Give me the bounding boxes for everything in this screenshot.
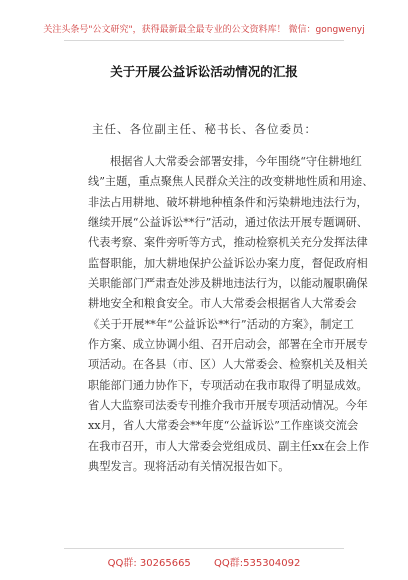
header-divider [64,40,344,41]
body-line: 关职能部门严肃查处涉及耕地违法行为，以能动履职确保 [88,277,368,291]
body-line: 《关于开展**年“公益诉讼**行”活动的方案》，制定工 [88,317,354,331]
document-title: 关于开展公益诉讼活动情况的汇报 [110,64,298,79]
body-line: 项活动。在各县（市、区）人大常委会、检察机关及相关 [88,358,368,372]
header-promo-note: 关注头条号"公文研究"，获得最新最全最专业的公文资料库！ 微信：gongwenyj [43,25,365,35]
footer-divider [64,548,344,549]
body-line: 省人大监察司法委专刊推介我市开展专项活动情况。今年 [88,399,368,413]
footer-contact [0,554,408,569]
body-line: xx月，省人大常委会**年度“公益诉讼”工作座谈交流会 [88,419,359,433]
document-salutation: 主任、各位副主任、秘书长、各位委员： [92,122,317,136]
footer-qq-group-2: QQ群:535304092 [214,558,301,569]
body-line: 典型发言。现将活动有关情况报告如下。 [88,460,290,474]
body-line: 监督职能，加大耕地保护公益诉讼办案力度，督促政府相 [88,256,368,270]
body-line: 根据省人大常委会部署安排，今年围绕“守住耕地红 [110,155,362,168]
body-line: 代表考察、案件旁听等方式，推动检察机关充分发挥法律 [88,236,368,250]
footer-qq-group-1: QQ群: 30265665 [107,558,191,569]
body-line: 耕地安全和粮食安全。市人大常委会根据省人大常委会 [88,297,357,311]
body-line: 职能部门通力协作下，专项活动在我市取得了明显成效。 [88,378,368,392]
document-body [88,152,374,478]
body-line: 非法占用耕地、破坏耕地种植条件和污染耕地违法行为， [88,195,368,209]
body-line: 作方案、成立协调小组、召开启动会，部署在全市开展专 [88,338,368,352]
body-line: 在我市召开，市人大常委会党组成员、副主任xx在会上作 [88,439,370,453]
body-line: 继续开展“公益诉讼**行”活动，通过依法开展专题调研、 [88,216,368,230]
body-line: 线”主题，重点聚焦人民群众关注的改变耕地性质和用途、 [88,175,374,189]
